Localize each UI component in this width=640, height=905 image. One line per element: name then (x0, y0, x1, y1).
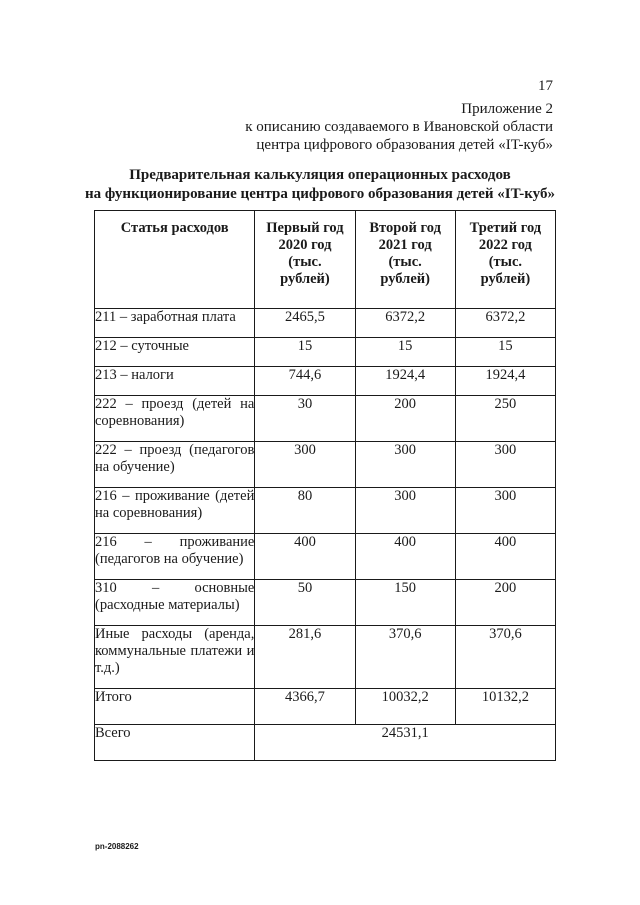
row-item: 216 – проживание (педагогов на обучение) (95, 534, 255, 580)
row-year-1: 4366,7 (255, 689, 355, 725)
header-year-1 (255, 211, 355, 309)
table-row (95, 626, 556, 689)
row-item: 216 – проживание (детей на соревнования) (95, 488, 255, 534)
row-year-1: 300 (255, 442, 355, 488)
row-year-1: 400 (255, 534, 355, 580)
row-year-3: 15 (455, 338, 555, 367)
header-year-1-line: 2020 год (278, 237, 332, 253)
document-title (60, 166, 580, 204)
appendix-line-3: центра цифрового образования детей «IT-куб» (256, 137, 553, 153)
row-year-2: 150 (355, 580, 455, 626)
cost-table (94, 210, 556, 761)
row-year-2: 6372,2 (355, 309, 455, 338)
table-row (95, 338, 556, 367)
row-item: 310 – основные (расходные материалы) (95, 580, 255, 626)
row-item: 213 – налоги (95, 367, 255, 396)
row-year-3: 200 (455, 580, 555, 626)
row-year-3: 300 (455, 442, 555, 488)
row-year-1: 50 (255, 580, 355, 626)
row-item: 222 – проезд (детей на соревнования) (95, 396, 255, 442)
header-year-2-line: Второй год (369, 220, 441, 236)
footer-stamp: pn-2088262 (95, 842, 139, 851)
row-year-1: 30 (255, 396, 355, 442)
row-year-3: 10132,2 (455, 689, 555, 725)
table-row (95, 534, 556, 580)
row-year-1: 744,6 (255, 367, 355, 396)
header-item: Статья расходов (95, 211, 255, 309)
header-year-2-line: (тыс. (388, 254, 422, 270)
row-item: 211 – заработная плата (95, 309, 255, 338)
table-row (95, 580, 556, 626)
row-year-2: 1924,4 (355, 367, 455, 396)
header-year-1-line: Первый год (266, 220, 344, 236)
row-year-3: 370,6 (455, 626, 555, 689)
table-row (95, 488, 556, 534)
title-line-2: на функционирование центра цифрового образования детей «IT-куб» (85, 186, 555, 202)
row-year-2: 300 (355, 442, 455, 488)
header-year-3 (455, 211, 555, 309)
row-year-3: 6372,2 (455, 309, 555, 338)
table-row (95, 367, 556, 396)
table-row (95, 309, 556, 338)
row-item: 222 – проезд (педагогов на обучение) (95, 442, 255, 488)
total-value: 24531,1 (255, 725, 556, 761)
row-year-2: 370,6 (355, 626, 455, 689)
header-year-2-line: рублей) (380, 271, 430, 287)
table-row-total (95, 725, 556, 761)
total-label: Всего (95, 725, 255, 761)
page-number: 17 (538, 78, 553, 94)
row-year-3: 1924,4 (455, 367, 555, 396)
appendix-line-1: Приложение 2 (461, 101, 553, 117)
row-year-2: 10032,2 (355, 689, 455, 725)
header-year-3-line: 2022 год (478, 237, 532, 253)
header-year-1-line: (тыс. (288, 254, 322, 270)
row-year-2: 200 (355, 396, 455, 442)
table-header-row (95, 211, 556, 309)
row-item: Иные расходы (аренда, коммунальные платежи и т.д.) (95, 626, 255, 689)
header-year-2 (355, 211, 455, 309)
row-item: 212 – суточные (95, 338, 255, 367)
appendix-header (245, 100, 553, 154)
row-year-1: 15 (255, 338, 355, 367)
header-year-3-line: (тыс. (488, 254, 523, 270)
row-year-1: 2465,5 (255, 309, 355, 338)
row-year-1: 80 (255, 488, 355, 534)
row-item: Итого (95, 689, 255, 725)
row-year-1: 281,6 (255, 626, 355, 689)
row-year-3: 400 (455, 534, 555, 580)
table-row (95, 442, 556, 488)
title-line-1: Предварительная калькуляция операционных расходов (129, 167, 511, 183)
appendix-line-2: к описанию создаваемого в Ивановской области (245, 119, 553, 135)
row-year-2: 400 (355, 534, 455, 580)
row-year-3: 300 (455, 488, 555, 534)
header-year-1-line: рублей) (280, 271, 330, 287)
table-row (95, 396, 556, 442)
row-year-2: 300 (355, 488, 455, 534)
header-year-3-line: Третий год (469, 220, 542, 236)
row-year-3: 250 (455, 396, 555, 442)
table-row-subtotal (95, 689, 556, 725)
header-year-2-line: 2021 год (378, 237, 432, 253)
row-year-2: 15 (355, 338, 455, 367)
header-year-3-line: рублей) (480, 271, 531, 287)
